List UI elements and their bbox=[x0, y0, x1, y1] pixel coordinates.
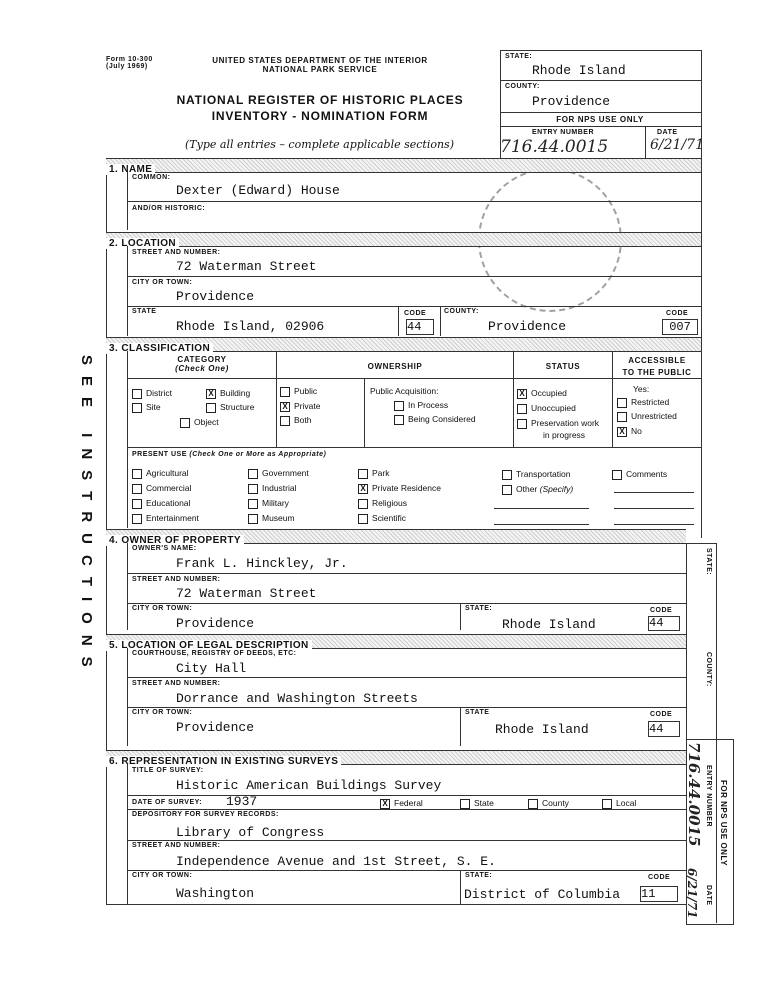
legal-state: Rhode Island bbox=[495, 722, 589, 737]
legal-state-label: STATE bbox=[465, 709, 490, 716]
acquisition-being-considered[interactable]: Being Considered bbox=[394, 414, 476, 425]
accessible-restricted[interactable]: Restricted bbox=[617, 397, 669, 408]
status-preservation[interactable]: Preservation work bbox=[517, 418, 599, 429]
owner-street-label: STREET AND NUMBER: bbox=[132, 576, 221, 583]
location-state-label: STATE bbox=[132, 308, 157, 315]
status-label: STATUS bbox=[545, 362, 581, 371]
section-1-header: 1. NAME bbox=[106, 158, 701, 173]
right-nps-use-label: FOR NPS USE ONLY bbox=[719, 780, 728, 866]
courthouse-label: COURTHOUSE, REGISTRY OF DEEDS, ETC: bbox=[132, 650, 297, 657]
use-comments[interactable]: Comments bbox=[612, 469, 667, 480]
common-name-label: COMMON: bbox=[132, 174, 171, 181]
ownership-label: OWNERSHIP bbox=[367, 362, 423, 371]
owner-name-label: OWNER'S NAME: bbox=[132, 545, 197, 552]
use-religious[interactable]: Religious bbox=[358, 498, 407, 509]
owner-street: 72 Waterman Street bbox=[176, 586, 317, 601]
right-entry-number: 716.44.0015 bbox=[685, 742, 703, 847]
right-date-label: DATE bbox=[705, 885, 712, 906]
ownership-public[interactable]: Public bbox=[280, 386, 317, 397]
category-structure[interactable]: Structure bbox=[206, 402, 255, 413]
survey-title: Historic American Buildings Survey bbox=[176, 778, 442, 793]
entry-date: 6/21/71 bbox=[650, 137, 704, 153]
state-code: 44 bbox=[406, 319, 434, 335]
legal-city: Providence bbox=[176, 720, 255, 735]
use-other[interactable]: Other (Specify) bbox=[502, 484, 573, 495]
category-district[interactable]: District bbox=[132, 388, 172, 399]
survey-street: Independence Avenue and 1st Street, S. E. bbox=[176, 854, 496, 869]
section-2-header: 2. LOCATION bbox=[106, 232, 701, 247]
owner-code-label: CODE bbox=[650, 607, 673, 614]
accessible-yes-label: Yes: bbox=[633, 384, 650, 394]
status-unoccupied[interactable]: Unoccupied bbox=[517, 403, 576, 414]
legal-street-label: STREET AND NUMBER: bbox=[132, 680, 221, 687]
survey-state-label: STATE: bbox=[465, 872, 493, 879]
agency-name: UNITED STATES DEPARTMENT OF THE INTERIOR NATIONAL PARK SERVICE bbox=[212, 56, 428, 74]
location-county: Providence bbox=[488, 319, 567, 334]
use-agricultural[interactable]: Agricultural bbox=[132, 468, 189, 479]
level-state[interactable]: State bbox=[460, 798, 494, 809]
right-entry-label: ENTRY NUMBER bbox=[705, 765, 712, 828]
use-museum[interactable]: Museum bbox=[248, 513, 295, 524]
common-name: Dexter (Edward) House bbox=[176, 183, 340, 198]
section-5-header: 5. LOCATION OF LEGAL DESCRIPTION bbox=[106, 634, 686, 649]
form-title: NATIONAL REGISTER OF HISTORIC PLACES INVENTORY - NOMINATION FORM bbox=[176, 93, 464, 123]
survey-state: District of Columbia bbox=[464, 887, 621, 902]
section-4-header: 4. OWNER OF PROPERTY bbox=[106, 529, 686, 544]
category-object[interactable]: Object bbox=[180, 417, 219, 428]
legal-code-label: CODE bbox=[650, 711, 673, 718]
location-city-label: CITY OR TOWN: bbox=[132, 279, 193, 286]
use-transportation[interactable]: Transportation bbox=[502, 469, 571, 480]
present-use-label: PRESENT USE (Check One or More as Appropriate) bbox=[132, 451, 327, 458]
use-educational[interactable]: Educational bbox=[132, 498, 190, 509]
right-state-label: STATE: bbox=[705, 548, 712, 576]
section-6-header: 6. REPRESENTATION IN EXISTING SURVEYS bbox=[106, 750, 686, 765]
depository: Library of Congress bbox=[176, 825, 325, 840]
use-commercial[interactable]: Commercial bbox=[132, 483, 191, 494]
state-code-label: CODE bbox=[404, 310, 427, 317]
status-occupied[interactable]: X Occupied bbox=[517, 388, 567, 399]
nps-county: Providence bbox=[532, 94, 611, 109]
nps-county-label: COUNTY: bbox=[505, 83, 540, 90]
nps-state: Rhode Island bbox=[532, 63, 626, 78]
use-scientific[interactable]: Scientific bbox=[358, 513, 406, 524]
survey-code: 11 bbox=[640, 886, 678, 902]
public-acquisition-label: Public Acquisition: bbox=[370, 386, 439, 396]
location-city: Providence bbox=[176, 289, 255, 304]
right-entry-date: 6/21/71 bbox=[685, 868, 699, 919]
section-3-header: 3. CLASSIFICATION bbox=[106, 337, 701, 352]
level-county[interactable]: County bbox=[528, 798, 569, 809]
right-county-label: COUNTY: bbox=[705, 652, 712, 687]
survey-title-label: TITLE OF SURVEY: bbox=[132, 767, 204, 774]
legal-code: 44 bbox=[648, 721, 680, 737]
category-building[interactable]: X Building bbox=[206, 388, 250, 399]
ownership-both[interactable]: Both bbox=[280, 415, 312, 426]
category-label: CATEGORY (Check One) bbox=[175, 355, 229, 373]
accessible-no[interactable]: X No bbox=[617, 426, 642, 437]
use-military[interactable]: Military bbox=[248, 498, 289, 509]
historic-name-label: AND/OR HISTORIC: bbox=[132, 205, 206, 212]
survey-city-label: CITY OR TOWN: bbox=[132, 872, 193, 879]
survey-code-label: CODE bbox=[648, 874, 671, 881]
county-code-label: CODE bbox=[666, 310, 689, 317]
owner-city: Providence bbox=[176, 616, 255, 631]
survey-city: Washington bbox=[176, 886, 255, 901]
owner-name: Frank L. Hinckley, Jr. bbox=[176, 556, 348, 571]
ownership-private[interactable]: X Private bbox=[280, 401, 320, 412]
see-instructions-text: SEE INSTRUCTIONS bbox=[78, 355, 95, 678]
form-number: Form 10-300 (July 1969) bbox=[106, 56, 153, 70]
county-code: 007 bbox=[662, 319, 698, 335]
nps-state-label: STATE: bbox=[505, 53, 533, 60]
use-private-residence[interactable]: X Private Residence bbox=[358, 483, 441, 494]
depository-label: DEPOSITORY FOR SURVEY RECORDS: bbox=[132, 811, 279, 818]
use-entertainment[interactable]: Entertainment bbox=[132, 513, 199, 524]
use-park[interactable]: Park bbox=[358, 468, 389, 479]
accessible-label: ACCESSIBLE TO THE PUBLIC bbox=[622, 356, 692, 377]
form-instruction: (Type all entries – complete applicable sections) bbox=[185, 138, 454, 151]
survey-date-label: DATE OF SURVEY: bbox=[132, 799, 203, 806]
location-county-label: COUNTY: bbox=[444, 308, 479, 315]
location-state: Rhode Island, 02906 bbox=[176, 319, 325, 334]
legal-city-label: CITY OR TOWN: bbox=[132, 709, 193, 716]
entry-number: 716.44.0015 bbox=[500, 137, 609, 157]
owner-code: 44 bbox=[648, 616, 680, 631]
owner-state-label: STATE: bbox=[465, 605, 493, 612]
legal-street: Dorrance and Washington Streets bbox=[176, 691, 418, 706]
level-federal[interactable]: X Federal bbox=[380, 798, 423, 809]
entry-number-label: ENTRY NUMBER bbox=[532, 129, 595, 136]
survey-street-label: STREET AND NUMBER: bbox=[132, 842, 221, 849]
owner-city-label: CITY OR TOWN: bbox=[132, 605, 193, 612]
date-label: DATE bbox=[657, 129, 678, 136]
courthouse: City Hall bbox=[176, 661, 247, 676]
status-in-progress: in progress bbox=[543, 430, 586, 440]
use-industrial[interactable]: Industrial bbox=[248, 483, 297, 494]
level-local[interactable]: Local bbox=[602, 798, 636, 809]
nps-use-label: FOR NPS USE ONLY bbox=[556, 115, 644, 124]
owner-state: Rhode Island bbox=[502, 617, 596, 632]
survey-date: 1937 bbox=[226, 794, 258, 809]
location-street: 72 Waterman Street bbox=[176, 259, 317, 274]
acquisition-in-process[interactable]: In Process bbox=[394, 400, 448, 411]
use-government[interactable]: Government bbox=[248, 468, 309, 479]
category-site[interactable]: Site bbox=[132, 402, 161, 413]
location-street-label: STREET AND NUMBER: bbox=[132, 249, 221, 256]
accessible-unrestricted[interactable]: Unrestricted bbox=[617, 411, 677, 422]
